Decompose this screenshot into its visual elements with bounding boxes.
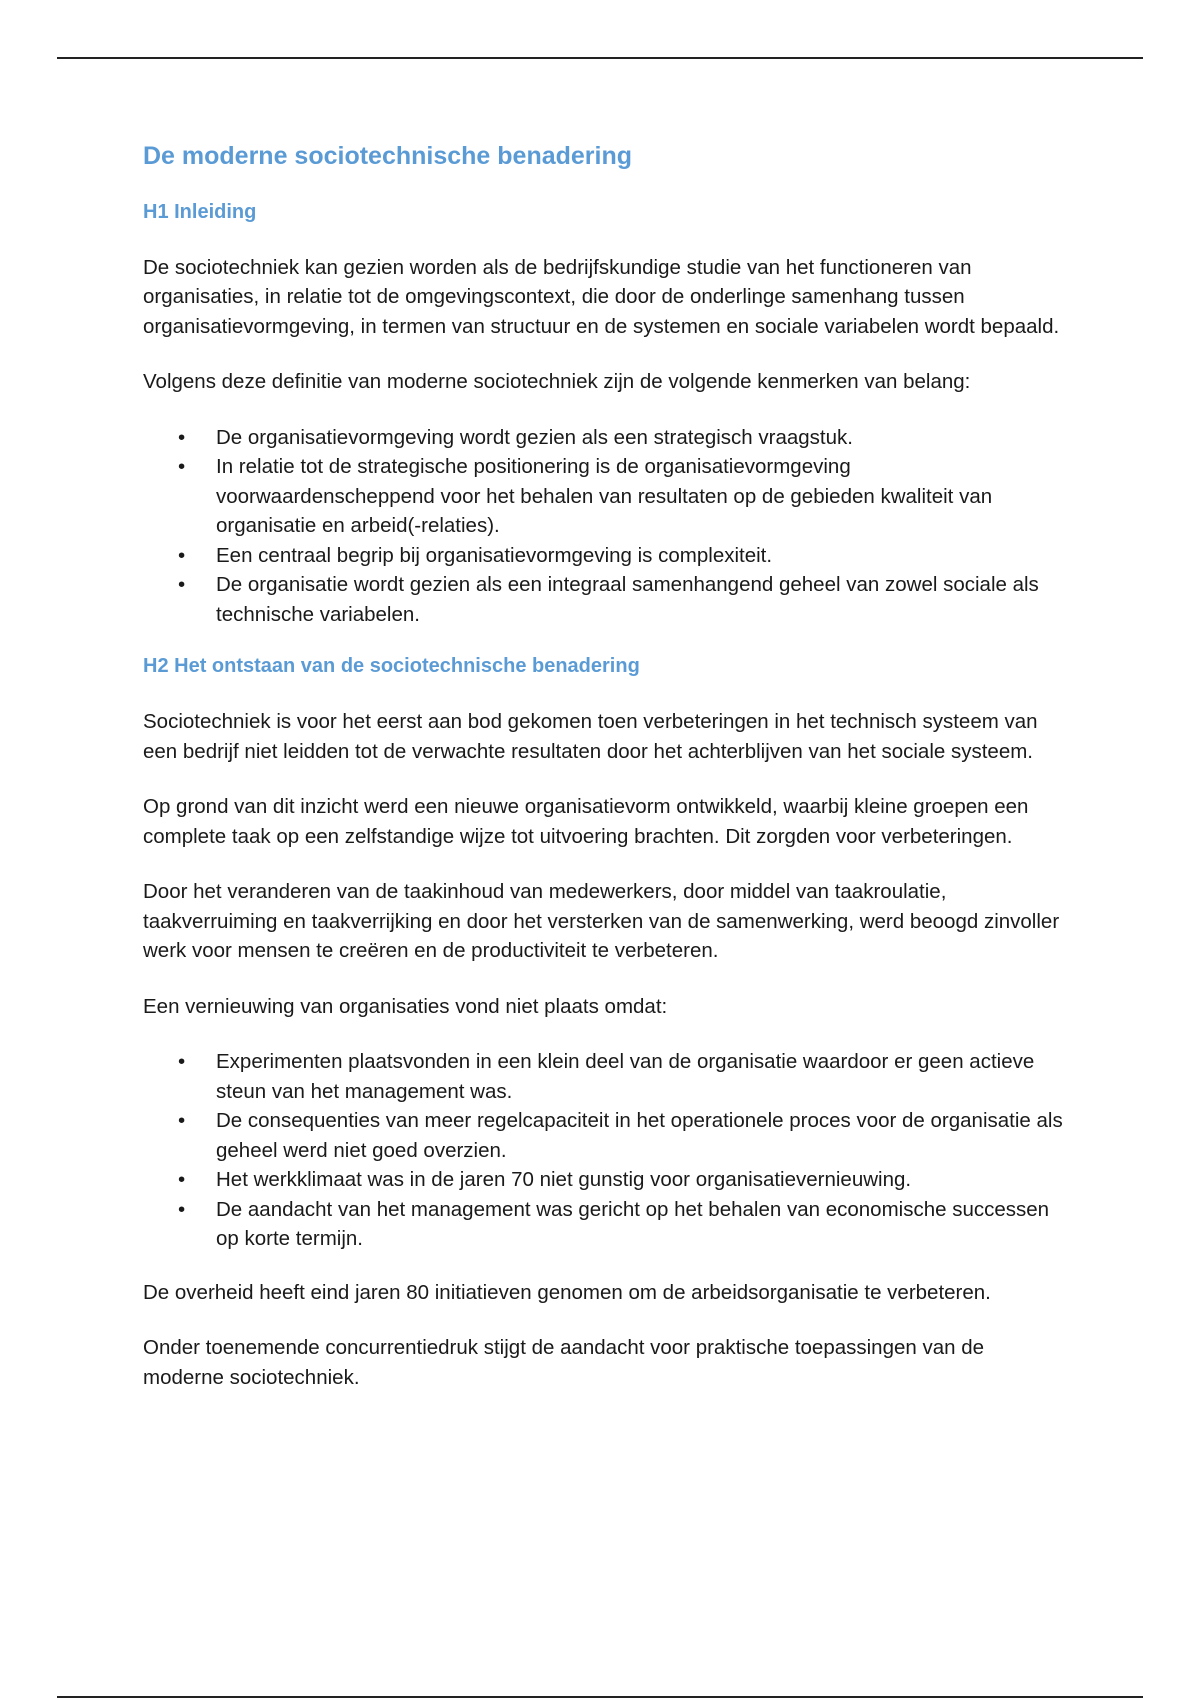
paragraph: De overheid heeft eind jaren 80 initiatieven genomen om de arbeidsorganisatie te verbeteren. [143,1280,991,1304]
paragraph: Volgens deze definitie van moderne sociotechniek zijn de volgende kenmerken van belang: [143,370,971,393]
bullet-list [143,423,1063,630]
list-item: • De aandacht van het management was gericht op het behalen van economische successen op korte termijn. [216,1195,1063,1254]
list-item: • Een centraal begrip bij organisatievormgeving is complexiteit. [216,541,1063,571]
list-item: • In relatie tot de strategische positionering is de organisatievormgeving voorwaardenscheppend voor het behalen van resultaten op de gebieden kwaliteit van organisatie en arbeid(-relaties). [216,452,1063,541]
bullet-list [143,1047,1063,1254]
paragraph: Een vernieuwing van organisaties vond niet plaats omdat: [143,994,668,1018]
paragraph: Onder toenemende concurrentiedruk stijgt de aandacht voor praktische toepassingen van de moderne sociotechniek. [143,1336,985,1389]
list-item: • De organisatievormgeving wordt gezien als een strategisch vraagstuk. [216,423,1063,453]
section-heading-h1: H1 Inleiding [143,200,257,223]
paragraph: Sociotechniek is voor het eerst aan bod gekomen toen verbeteringen in het technisch systeem van een bedrijf niet leidden tot de verwachte resultaten door het achterblijven van het sociale systeem. [143,710,1038,763]
footer-rule [57,1696,1143,1698]
list-item: • De organisatie wordt gezien als een integraal samenhangend geheel van zowel sociale als technische variabelen. [216,570,1063,629]
list-item: • De consequenties van meer regelcapaciteit in het operationele proces voor de organisatie als geheel werd niet goed overzien. [216,1106,1063,1165]
list-item: • Experimenten plaatsvonden in een klein deel van de organisatie waardoor er geen actieve steun van het management was. [216,1047,1063,1106]
paragraph: Op grond van dit inzicht werd een nieuwe organisatievorm ontwikkeld, waarbij kleine groepen een complete taak op een zelfstandige wijze tot uitvoering brachten. Dit zorgden voor verbeteringen. [143,795,1029,848]
document-body [143,140,1063,1418]
section-heading-h2: H2 Het ontstaan van de sociotechnische benadering [143,655,640,677]
paragraph: Door het veranderen van de taakinhoud van medewerkers, door middel van taakroulatie, taakverruiming en taakverrijking en door het versterken van de samenwerking, werd beoogd zinvoller werk voor mensen te creëren en de productiviteit te verbeteren. [143,880,1060,962]
header-rule [57,57,1143,59]
paragraph: De sociotechniek kan gezien worden als de bedrijfskundige studie van het functioneren van organisaties, in relatie tot de omgevingscontext, die door de onderlinge samenhang tussen organisatievormgeving, in termen van structuur en de systemen en sociale variabelen wordt bepaald. [143,255,1060,338]
list-item: • Het werkklimaat was in de jaren 70 niet gunstig voor organisatievernieuwing. [216,1165,1063,1195]
document-title: De moderne sociotechnische benadering [143,142,633,170]
